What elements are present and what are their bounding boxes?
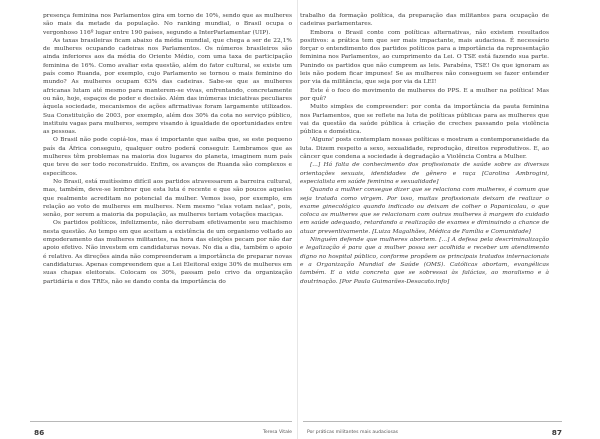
quote-paragraph: Ninguém defende que mulheres abortem. [...] A defesa pela descriminalização e legalização é para que a mulher possa ser acolhida e receber um atendimento digno no hospital público, conforme propõem os principais tratados internacionais e a Organização Mundial de Saúde (OMS). Católicas abortam, evangélicas também. E a vida concreta que se sobressai às falácias, ao moralismo e à doutrinação. [Por Paula Guimarães-Desacato.info]	[300, 237, 549, 285]
page-gutter	[297, 0, 298, 439]
paragraph: trabalho da formação política, da preparação das militantes para ocupação de cadeiras parlamentares.	[300, 13, 549, 28]
left-page-number: 86	[34, 428, 45, 437]
left-footer	[30, 421, 292, 436]
paragraph: presença feminina nos Parlamentos gira em torno de 10%, sendo que as mulheres são mais da metade da população. No ranking mundial, o Brasil ocupa o vergonhoso 116º lugar entre 190 países, segundo a InterParlamentar (UIP).	[43, 13, 292, 36]
paragraph: Muito simples de compreender: por conta da importância da pauta feminina nos Parlamentos, que se reflete na luta de políticas públicas para as mulheres que vai da questão da saúde pública à criação de creches passando pela violência pública e doméstica.	[300, 104, 549, 136]
left-running-footer: Teresa Vitale	[262, 430, 292, 435]
paragraph: As taxas brasileiras ficam abaixo da média mundial, que chega a ser de 22,1% de mulheres ocupando cadeiras nos Parlamentos. Os números brasileiros são ainda inferiores aos da média do Oriente Médio, com uma taxa de participação feminina de 16%. Como avaliar esta questão, além do fator cultural, se existe um país como Ruanda, por exemplo, cujo Parlamento se tornou o mais feminino do mundo? As mulheres ocupam 63% das cadeiras. Sabe-se que as mulheres africanas lutam até mesmo para manterem-se vivas, enfrentando, concretamente ou não, hoje, espaços de poder e decisão. Além das inúmeras iniciativas peculiares àquela sociedade, mecanismos de ações afirmativas foram largamente utilizados. Sua Constituição de 2003, por exemplo, além dos 30% da cota no serviço público, instituiu vagas para mulheres, sempre visando à igualdade de oportunidades entre as pessoas.	[43, 37, 292, 136]
paragraph: Os partidos políticos, infelizmente, não derrubam efetivamente seu machismo nesta questão. Ao tempo em que aceitam a existência de um organismo voltado ao empoderamento das mulheres militantes, na hora das eleições pecam por não dar apoio efetivo. Não investem em candidaturas novas. No dia a dia, também o apoio é relativo. As direções ainda não compreenderam a importância de preparar novas candidaturas. Apenas compreendem que a Lei Eleitoral exige 30% de mulheres em suas chapas eleitorais. Colocam os 30%, passam pelo crivo da organização partidária e dos TREs, não se dando conta da importância do	[43, 220, 292, 285]
right-running-footer: Por práticas militantes mais audaciosas	[307, 430, 399, 435]
paragraph: No Brasil, está muitíssimo difícil aos partidos atravessarem a barreira cultural, mas, também, deve-se lembrar que esta luta é recente e que são poucos aqueles que realmente acreditam no potencial da mulher. Vemos isso, por exemplo, em relação ao voto de mulheres em mulheres. Nem mesmo "elas votam nelas", pois, senão, por serem a maioria da população, as mulheres teriam votações maciças.	[43, 178, 292, 219]
paragraph: O Brasil não pode copiá-los, mas é importante que saiba que, se este pequeno país da África conseguiu, qualquer outro poderá conseguir. Lembramos que as mulheres têm problemas na maioria dos lugares do planeta, imaginem num país que teve de ser todo reconstruído. Enfim, os avanços de Ruanda são complexos e específicos.	[43, 137, 292, 177]
paragraph: 'Alguns' posts contemplam nossas políticas e mostram a contemporaneidade da luta. Dizem respeito a sexo, sexualidade, reprodução, direitos reprodutivos. E, ao câncer que condena a sociedade à degradação a Violência Contra a Mulher.	[300, 137, 549, 161]
right-page	[300, 12, 549, 419]
paragraph: Este é o foco do movimento de mulheres do PPS. E a mulher na política! Mas por quê?	[300, 87, 549, 102]
right-footer	[303, 421, 562, 436]
left-page	[43, 12, 292, 419]
quote-paragraph: [...] Há falta de conhecimento dos profissionais de saúde sobre as diversas orientações sexuais, identidades de gênero e raça [Carolina Ambrogini, especialista em saúde feminina e sexualidade]	[300, 162, 549, 185]
right-page-number: 87	[551, 428, 562, 437]
quote-paragraph: Quando a mulher consegue dizer que se relaciona com mulheres, é comum que seja tratada como virgem. Por isso, muitas profissionais deixam de realizar o exame ginecológico quando indicado ou deixam de colher o Papanicolau, o que coloca as mulheres que se relacionam com outras mulheres à margem do cuidado em saúde adequado, retardando a realização de exames e diminuindo a chance de atuar preventivamente. [Luiza Magalhães, Médica de Família e Comunidade]	[300, 187, 549, 235]
paragraph: Embora o Brasil conte com políticas alternativas, não existem resultados positivos: a prática tem que ser mais impactante, mais audaciosa. É necessário forçar o entendimento dos partidos políticos para a importância da representação feminina nos Parlamentos, ao cumprimento da Lei. O TSE está fazendo sua parte. Punindo os partidos que não cumprem as leis. Parabéns, TSE! Os que ignoram as leis não podem ficar impunes! Se as mulheres não conseguem se fazer entender por via da militância, que seja por via da LEI!	[300, 29, 549, 86]
